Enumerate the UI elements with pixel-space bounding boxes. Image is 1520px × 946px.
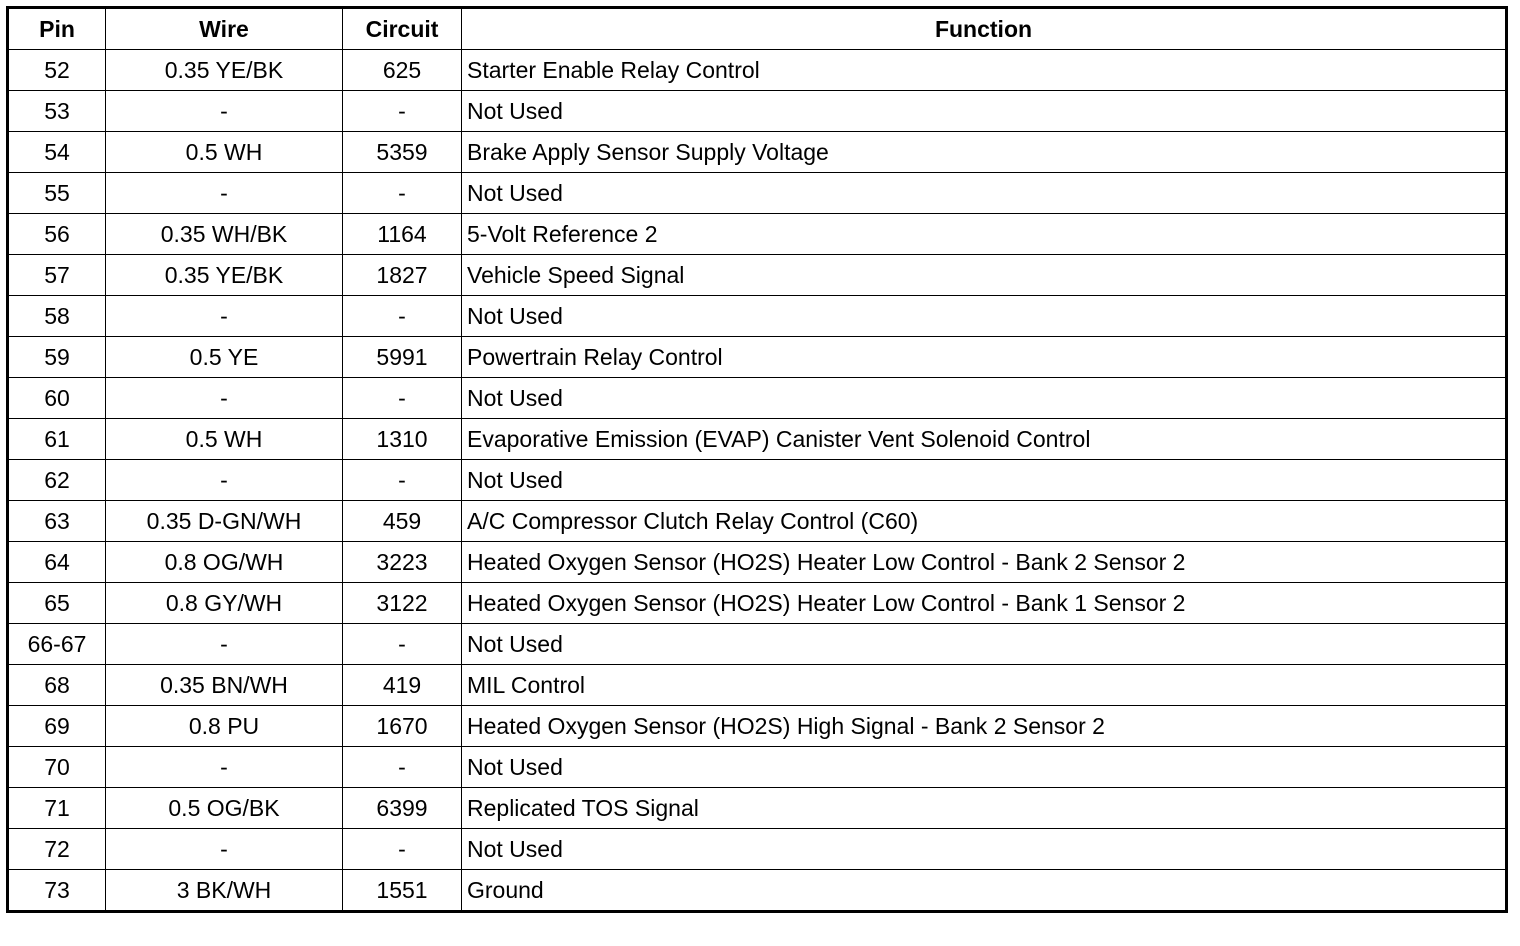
table-row <box>8 460 1507 501</box>
table-row <box>8 91 1507 132</box>
cell-wire: 0.35 WH/BK <box>106 214 343 255</box>
cell-pin: 65 <box>8 583 106 624</box>
cell-circuit: - <box>343 173 462 214</box>
cell-circuit: - <box>343 296 462 337</box>
cell-circuit: 5991 <box>343 337 462 378</box>
cell-function: Not Used <box>462 460 1507 501</box>
cell-circuit: 3122 <box>343 583 462 624</box>
header-function: Function <box>462 8 1507 50</box>
cell-pin: 60 <box>8 378 106 419</box>
cell-wire: 0.5 YE <box>106 337 343 378</box>
table-row <box>8 50 1507 91</box>
cell-function: Not Used <box>462 173 1507 214</box>
cell-wire: 0.8 GY/WH <box>106 583 343 624</box>
cell-function: Not Used <box>462 624 1507 665</box>
cell-circuit: 625 <box>343 50 462 91</box>
cell-circuit: 6399 <box>343 788 462 829</box>
cell-circuit: 1551 <box>343 870 462 912</box>
cell-pin: 66-67 <box>8 624 106 665</box>
cell-wire: 0.35 D-GN/WH <box>106 501 343 542</box>
cell-function: Not Used <box>462 91 1507 132</box>
cell-circuit: 1827 <box>343 255 462 296</box>
cell-pin: 71 <box>8 788 106 829</box>
cell-function: Heated Oxygen Sensor (HO2S) High Signal - Bank 2 Sensor 2 <box>462 706 1507 747</box>
cell-wire: 0.5 WH <box>106 419 343 460</box>
cell-circuit: - <box>343 747 462 788</box>
cell-pin: 52 <box>8 50 106 91</box>
cell-pin: 63 <box>8 501 106 542</box>
cell-pin: 69 <box>8 706 106 747</box>
cell-circuit: 5359 <box>343 132 462 173</box>
table-row <box>8 296 1507 337</box>
cell-wire: 3 BK/WH <box>106 870 343 912</box>
cell-wire: - <box>106 173 343 214</box>
table-row <box>8 419 1507 460</box>
cell-function: Powertrain Relay Control <box>462 337 1507 378</box>
table-row <box>8 132 1507 173</box>
table-row <box>8 501 1507 542</box>
cell-wire: 0.35 YE/BK <box>106 50 343 91</box>
cell-wire: - <box>106 296 343 337</box>
cell-pin: 64 <box>8 542 106 583</box>
cell-pin: 56 <box>8 214 106 255</box>
cell-function: Heated Oxygen Sensor (HO2S) Heater Low Control - Bank 1 Sensor 2 <box>462 583 1507 624</box>
header-circuit: Circuit <box>343 8 462 50</box>
table-row <box>8 624 1507 665</box>
table-row <box>8 255 1507 296</box>
table-row <box>8 788 1507 829</box>
cell-function: MIL Control <box>462 665 1507 706</box>
cell-function: Replicated TOS Signal <box>462 788 1507 829</box>
cell-pin: 53 <box>8 91 106 132</box>
table-row <box>8 747 1507 788</box>
cell-circuit: - <box>343 829 462 870</box>
cell-wire: 0.8 OG/WH <box>106 542 343 583</box>
cell-pin: 57 <box>8 255 106 296</box>
header-pin: Pin <box>8 8 106 50</box>
cell-wire: 0.5 OG/BK <box>106 788 343 829</box>
cell-wire: - <box>106 747 343 788</box>
table-body <box>8 50 1507 912</box>
table-row <box>8 214 1507 255</box>
cell-pin: 70 <box>8 747 106 788</box>
cell-wire: - <box>106 378 343 419</box>
table-row <box>8 378 1507 419</box>
cell-function: A/C Compressor Clutch Relay Control (C60) <box>462 501 1507 542</box>
cell-circuit: - <box>343 91 462 132</box>
cell-wire: - <box>106 460 343 501</box>
table-header <box>8 8 1507 50</box>
cell-function: Brake Apply Sensor Supply Voltage <box>462 132 1507 173</box>
cell-pin: 58 <box>8 296 106 337</box>
cell-pin: 72 <box>8 829 106 870</box>
header-wire: Wire <box>106 8 343 50</box>
cell-circuit: 1164 <box>343 214 462 255</box>
cell-function: Heated Oxygen Sensor (HO2S) Heater Low Control - Bank 2 Sensor 2 <box>462 542 1507 583</box>
cell-pin: 73 <box>8 870 106 912</box>
cell-function: 5-Volt Reference 2 <box>462 214 1507 255</box>
cell-wire: 0.8 PU <box>106 706 343 747</box>
table-row <box>8 542 1507 583</box>
cell-pin: 54 <box>8 132 106 173</box>
cell-function: Not Used <box>462 378 1507 419</box>
cell-circuit: 1670 <box>343 706 462 747</box>
cell-wire: 0.35 BN/WH <box>106 665 343 706</box>
cell-wire: - <box>106 91 343 132</box>
cell-circuit: 3223 <box>343 542 462 583</box>
table-row <box>8 829 1507 870</box>
cell-function: Starter Enable Relay Control <box>462 50 1507 91</box>
cell-wire: 0.35 YE/BK <box>106 255 343 296</box>
cell-pin: 62 <box>8 460 106 501</box>
cell-wire: - <box>106 829 343 870</box>
cell-function: Vehicle Speed Signal <box>462 255 1507 296</box>
cell-function: Not Used <box>462 296 1507 337</box>
table-row <box>8 870 1507 912</box>
cell-circuit: - <box>343 378 462 419</box>
cell-circuit: - <box>343 460 462 501</box>
cell-wire: 0.5 WH <box>106 132 343 173</box>
table-row <box>8 583 1507 624</box>
cell-wire: - <box>106 624 343 665</box>
table-row <box>8 706 1507 747</box>
cell-function: Evaporative Emission (EVAP) Canister Vent Solenoid Control <box>462 419 1507 460</box>
cell-circuit: 1310 <box>343 419 462 460</box>
cell-pin: 61 <box>8 419 106 460</box>
cell-pin: 55 <box>8 173 106 214</box>
cell-circuit: 459 <box>343 501 462 542</box>
cell-circuit: - <box>343 624 462 665</box>
table-row <box>8 173 1507 214</box>
connector-pinout-table <box>6 6 1508 913</box>
cell-circuit: 419 <box>343 665 462 706</box>
cell-pin: 59 <box>8 337 106 378</box>
cell-function: Ground <box>462 870 1507 912</box>
table-row <box>8 337 1507 378</box>
cell-function: Not Used <box>462 829 1507 870</box>
header-row <box>8 8 1507 50</box>
cell-pin: 68 <box>8 665 106 706</box>
table-row <box>8 665 1507 706</box>
cell-function: Not Used <box>462 747 1507 788</box>
